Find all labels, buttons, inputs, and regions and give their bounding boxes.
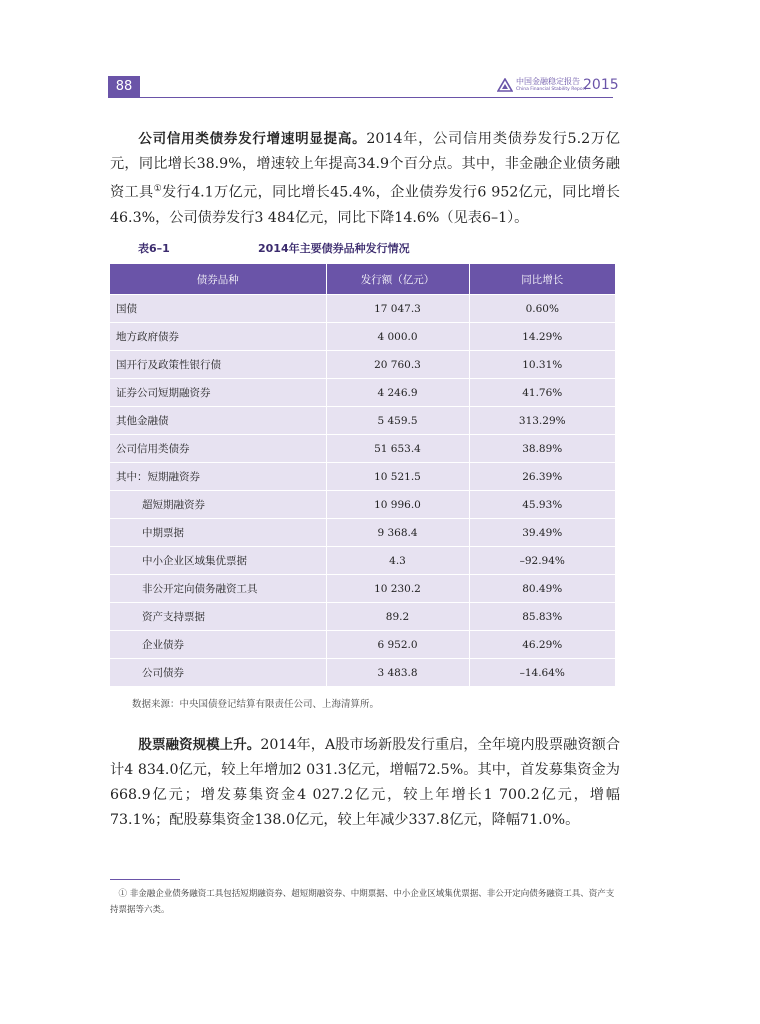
table-title: 2014年主要债券品种发行情况 [258, 242, 410, 255]
row-amount-cell: 5 459.5 [326, 407, 469, 435]
column-header: 发行额（亿元） [326, 264, 469, 295]
table-caption [138, 240, 598, 258]
row-amount-cell: 20 760.3 [326, 351, 469, 379]
brand-title-cn: 中国金融稳定报告 [516, 77, 580, 86]
triangle-logo-icon [497, 78, 513, 92]
row-growth-cell: 46.29% [469, 631, 615, 659]
header-divider [108, 97, 613, 98]
row-name-cell: 国开行及政策性银行债 [110, 351, 326, 379]
table-row [110, 519, 615, 547]
page-header [0, 0, 760, 110]
paragraph-text: 2014年，A股市场新股发行重启，全年境内股票融资额合计4 834.0亿元，较上年增加2 031.3亿元，增幅72.5%。其中，首发募集资金为668.9亿元；增发募集资金4 027.2亿元，较上年增长1 700.2亿元，增幅73.1%；配股募集资金138.0亿元，较上年减少337.8亿元，降幅71.0%。 [110, 737, 621, 828]
report-brand [497, 76, 617, 96]
table-row [110, 631, 615, 659]
row-amount-cell: 17 047.3 [326, 295, 469, 323]
paragraph-equity-financing [110, 733, 620, 833]
row-growth-cell: 26.39% [469, 463, 615, 491]
table-row [110, 603, 615, 631]
row-growth-cell: 14.29% [469, 323, 615, 351]
brand-year: 2015 [583, 77, 619, 93]
table-row [110, 491, 615, 519]
row-growth-cell: –92.94% [469, 547, 615, 575]
bond-issuance-table [110, 264, 615, 686]
row-growth-cell: 80.49% [469, 575, 615, 603]
row-name-cell: 证券公司短期融资券 [110, 379, 326, 407]
column-header: 同比增长 [469, 264, 615, 295]
table-row [110, 407, 615, 435]
paragraph-corporate-bonds [110, 127, 620, 231]
paragraph-text: 2014年，公司信用类债券发行5.2万亿元，同比增长38.9%，增速较上年提高34.9个百分点。其中，非金融企业债务融资工具 [110, 131, 620, 201]
row-name-cell: 公司信用类债券 [110, 435, 326, 463]
row-name-cell: 其中：短期融资券 [110, 463, 326, 491]
table-row [110, 323, 615, 351]
row-growth-cell: –14.64% [469, 659, 615, 687]
paragraph-lead: 股票融资规模上升。 [138, 737, 261, 753]
table-header-row [110, 264, 615, 295]
table-row [110, 659, 615, 687]
row-growth-cell: 85.83% [469, 603, 615, 631]
row-amount-cell: 10 521.5 [326, 463, 469, 491]
column-header: 债券品种 [110, 264, 326, 295]
row-amount-cell: 4 000.0 [326, 323, 469, 351]
row-growth-cell: 0.60% [469, 295, 615, 323]
row-name-cell: 企业债券 [110, 631, 326, 659]
table-row [110, 575, 615, 603]
table-row [110, 379, 615, 407]
row-name-cell: 资产支持票据 [110, 603, 326, 631]
footnote-divider [110, 879, 180, 880]
row-name-cell: 国债 [110, 295, 326, 323]
table-source: 数据来源：中央国债登记结算有限责任公司、上海清算所。 [132, 699, 380, 710]
row-amount-cell: 4 246.9 [326, 379, 469, 407]
row-growth-cell: 313.29% [469, 407, 615, 435]
row-growth-cell: 39.49% [469, 519, 615, 547]
row-name-cell: 中期票据 [110, 519, 326, 547]
row-amount-cell: 89.2 [326, 603, 469, 631]
row-amount-cell: 9 368.4 [326, 519, 469, 547]
row-name-cell: 其他金融债 [110, 407, 326, 435]
row-growth-cell: 10.31% [469, 351, 615, 379]
row-name-cell: 非公开定向债务融资工具 [110, 575, 326, 603]
table-row [110, 295, 615, 323]
table-row [110, 547, 615, 575]
row-name-cell: 超短期融资券 [110, 491, 326, 519]
row-amount-cell: 6 952.0 [326, 631, 469, 659]
row-name-cell: 公司债券 [110, 659, 326, 687]
footnote: ① 非金融企业债务融资工具包括短期融资券、超短期融资券、中期票据、中小企业区域集优票据、非公开定向债务融资工具、资产支持票据等六类。 [110, 889, 615, 915]
page-number: 88 [108, 76, 140, 98]
table-row [110, 351, 615, 379]
row-growth-cell: 41.76% [469, 379, 615, 407]
row-amount-cell: 10 996.0 [326, 491, 469, 519]
row-amount-cell: 3 483.8 [326, 659, 469, 687]
row-amount-cell: 10 230.2 [326, 575, 469, 603]
paragraph-text: 发行4.1万亿元，同比增长45.4%，企业债券发行6 952亿元，同比增长46.3%，公司债券发行3 484亿元，同比下降14.6%（见表6–1）。 [110, 184, 620, 226]
table-number: 表6–1 [138, 242, 170, 255]
row-amount-cell: 4.3 [326, 547, 469, 575]
footnote-ref[interactable]: ① [153, 184, 163, 194]
table-row [110, 463, 615, 491]
row-amount-cell: 51 653.4 [326, 435, 469, 463]
row-name-cell: 中小企业区域集优票据 [110, 547, 326, 575]
paragraph-lead: 公司信用类债券发行增速明显提高。 [138, 131, 367, 147]
row-growth-cell: 45.93% [469, 491, 615, 519]
row-growth-cell: 38.89% [469, 435, 615, 463]
table-row [110, 435, 615, 463]
brand-title-en: China Financial Stability Report [516, 87, 587, 92]
row-name-cell: 地方政府债券 [110, 323, 326, 351]
